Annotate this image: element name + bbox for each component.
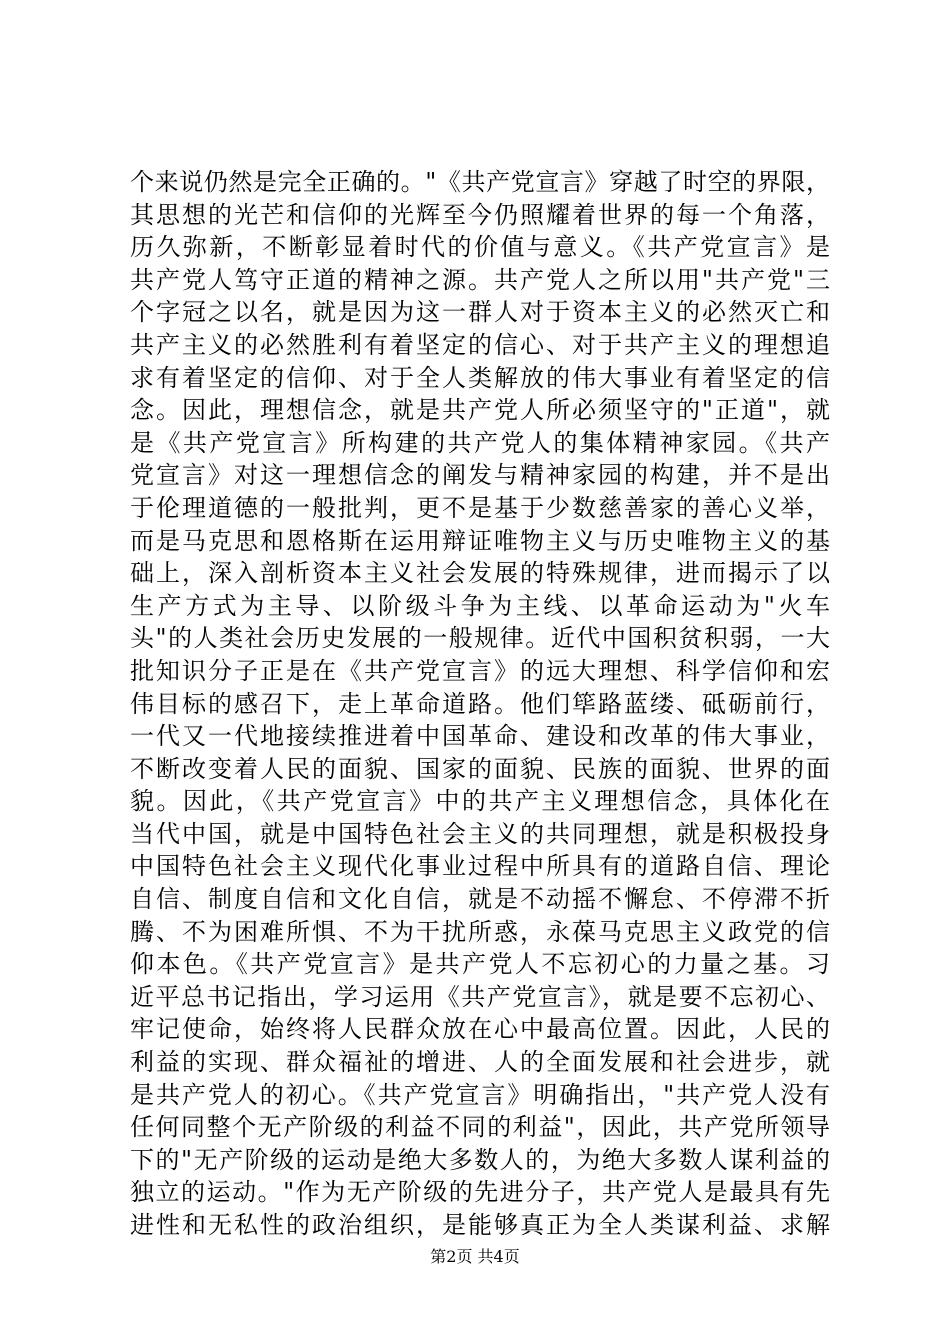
text-line: 是共产党人的初心。《共产党宣言》明确指出，"共产党人没有 [130,1080,830,1109]
text-line: 个字冠之以名，就是因为这一群人对于资本主义的必然灭亡和 [130,298,830,327]
text-line: 仰本色。《共产党宣言》是共产党人不忘初心的力量之基。习 [130,950,830,979]
text-line: 下的"无产阶级的运动是绝大多数人的，为绝大多数人谋利益的 [130,1145,830,1174]
text-line: 伟目标的感召下，走上革命道路。他们筚路蓝缕、砥砺前行， [130,689,830,718]
page-footer: 第2页 共4页 [430,1247,520,1266]
text-line: 当代中国，就是中国特色社会主义的共同理想，就是积极投身 [130,819,830,848]
text-line: 自信、制度自信和文化自信，就是不动摇不懈怠、不停滞不折 [130,885,830,914]
text-line: 貌。因此，《共产党宣言》中的共产主义理想信念，具体化在 [130,787,830,816]
text-line: 进性和无私性的政治组织，是能够真正为全人类谋利益、求解 [130,1211,830,1239]
text-line: 任何同整个无产阶级的利益不同的利益"，因此，共产党所领导 [130,1113,830,1142]
body-text [130,166,830,1242]
text-line: 共产主义的必然胜利有着坚定的信心、对于共产主义的理想追 [130,330,830,359]
text-line: 利益的实现、群众福祉的增进、人的全面发展和社会进步，就 [130,1048,830,1077]
text-line: 独立的运动。"作为无产阶级的先进分子，共产党人是最具有先 [130,1178,830,1207]
text-line: 历久弥新，不断彰显着时代的价值与意义。《共产党宣言》是 [130,233,830,262]
text-line: 于伦理道德的一般批判，更不是基于少数慈善家的善心义举， [130,493,830,522]
text-line: 个来说仍然是完全正确的。"《共产党宣言》穿越了时空的界限， [130,168,830,196]
text-line: 牢记使命，始终将人民群众放在心中最高位置。因此，人民的 [130,1015,830,1044]
text-line: 生产方式为主导、以阶级斗争为主线、以革命运动为"火车 [130,591,830,620]
text-line: 求有着坚定的信仰、对于全人类解放的伟大事业有着坚定的信 [130,363,830,392]
text-line: 党宣言》对这一理想信念的阐发与精神家园的构建，并不是出 [130,461,830,490]
text-line: 而是马克思和恩格斯在运用辩证唯物主义与历史唯物主义的基 [130,526,830,555]
text-line: 一代又一代地接续推进着中国革命、建设和改革的伟大事业， [130,722,830,751]
text-line: 腾、不为困难所惧、不为干扰所惑，永葆马克思主义政党的信 [130,917,830,946]
text-line: 不断改变着人民的面貌、国家的面貌、民族的面貌、世界的面 [130,754,830,783]
text-line: 批知识分子正是在《共产党宣言》的远大理想、科学信仰和宏 [130,656,830,685]
text-line: 是《共产党宣言》所构建的共产党人的集体精神家园。《共产 [130,428,830,457]
text-line: 础上，深入剖析资本主义社会发展的特殊规律，进而揭示了以 [130,559,830,588]
text-line: 共产党人笃守正道的精神之源。共产党人之所以用"共产党"三 [130,265,830,294]
text-line: 念。因此，理想信念，就是共产党人所必须坚守的"正道"，就 [130,396,830,425]
text-line: 近平总书记指出，学习运用《共产党宣言》，就是要不忘初心、 [130,982,830,1011]
text-line: 头"的人类社会历史发展的一般规律。近代中国积贫积弱，一大 [130,624,830,653]
text-line: 中国特色社会主义现代化事业过程中所具有的道路自信、理论 [130,852,830,881]
text-line: 其思想的光芒和信仰的光辉至今仍照耀着世界的每一个角落， [130,200,830,229]
